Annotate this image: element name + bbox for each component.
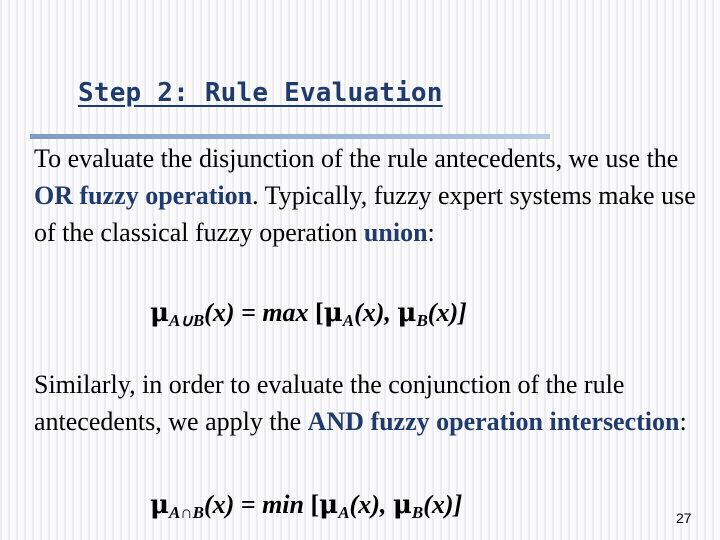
set-a-subscript: A: [342, 311, 355, 330]
formula-argument: (x) =: [204, 298, 263, 327]
highlight-union: union: [363, 218, 428, 247]
formula-function-max: max: [262, 298, 309, 327]
mu-symbol: μ: [150, 490, 170, 520]
formula-union: [150, 298, 467, 331]
formula-argument: (x) =: [203, 490, 263, 519]
paragraph-and-operation: [34, 366, 706, 440]
paragraph-text: :: [679, 407, 687, 436]
page-number: 27: [676, 510, 692, 526]
union-symbol: ∪: [180, 311, 193, 330]
formula-argument: (x),: [349, 490, 393, 519]
set-b-subscript: B: [416, 311, 428, 330]
highlight-or-fuzzy-operation: OR fuzzy operation: [34, 181, 253, 210]
formula-argument: (x),: [354, 298, 398, 327]
paragraph-text: Similarly, in order to evaluate the conjunction of the rule antecedents, we apply the: [34, 370, 625, 436]
set-a-subscript: A∩B: [169, 503, 204, 522]
mu-symbol: μ: [319, 490, 339, 520]
intersection-symbol: ∩: [180, 503, 193, 522]
mu-symbol: μ: [392, 490, 412, 520]
slide-title: Step 2: Rule Evaluation: [78, 78, 443, 108]
mu-symbol: μ: [397, 298, 417, 328]
title-underline-bar: [30, 134, 550, 139]
set-b-subscript: B: [411, 503, 424, 522]
mu-symbol: μ: [150, 298, 170, 328]
set-a-subscript: A∪B: [169, 311, 205, 330]
formula-intersection: [150, 490, 462, 523]
paragraph-text: :: [427, 218, 435, 247]
highlight-and-fuzzy-operation: AND fuzzy operation intersection: [307, 407, 680, 436]
formula-bracket: [: [308, 298, 324, 327]
paragraph-text: . Typically, fuzzy expert systems make use of the classical fuzzy operation: [34, 181, 696, 247]
formula-argument: (x)]: [423, 490, 463, 519]
set-a-subscript: A: [338, 503, 350, 522]
formula-argument: (x)]: [427, 298, 467, 327]
paragraph-text: To evaluate the disjunction of the rule antecedents, we use the: [34, 144, 679, 173]
paragraph-or-operation: [34, 140, 706, 251]
formula-function-min: min: [262, 490, 304, 519]
formula-bracket: [: [304, 490, 320, 519]
mu-symbol: μ: [323, 298, 343, 328]
